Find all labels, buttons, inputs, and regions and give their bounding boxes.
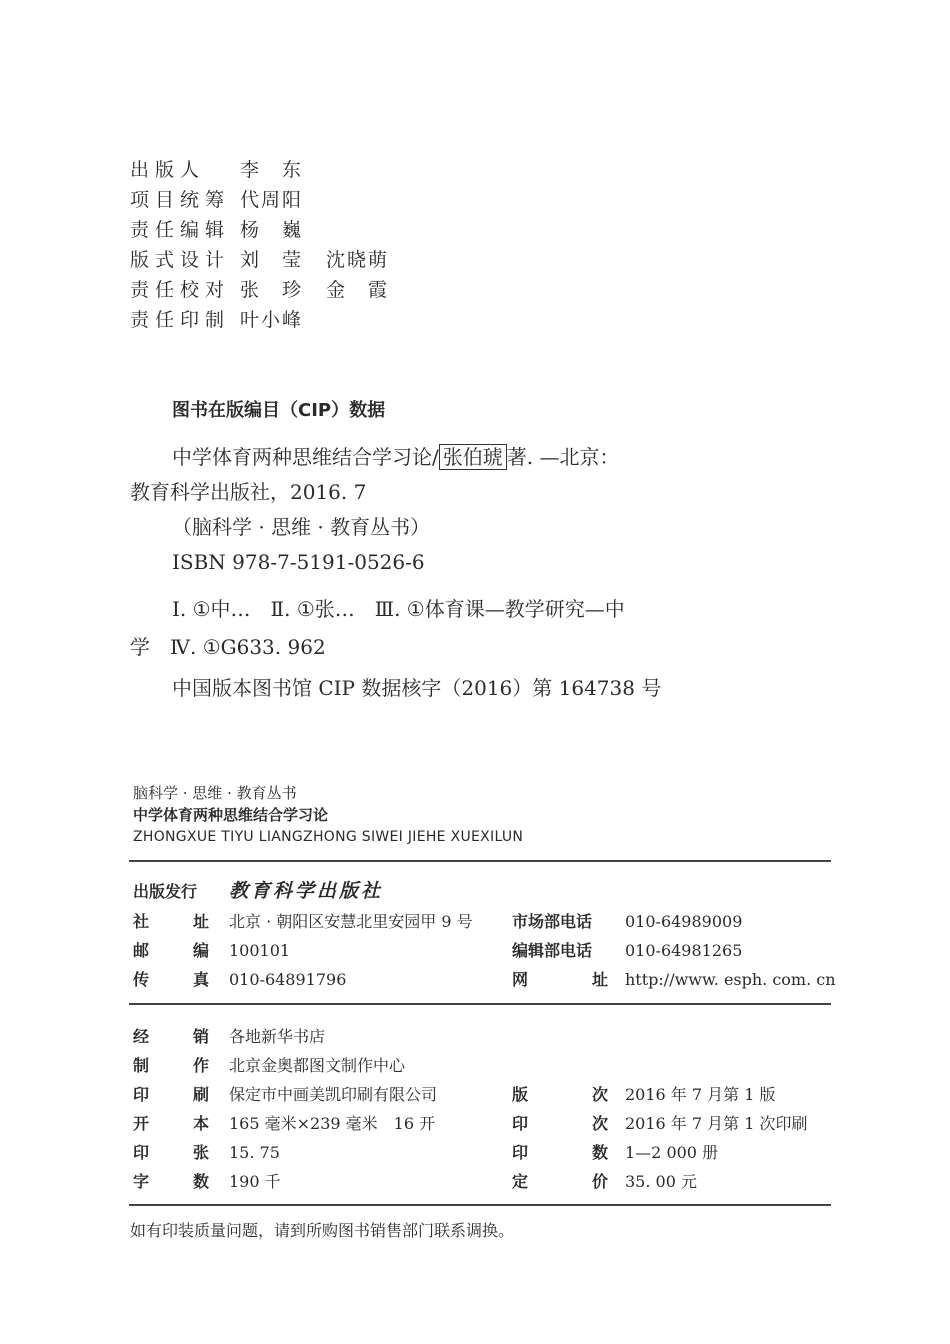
cip-body bbox=[130, 440, 830, 706]
info-value: 北京 · 朝阳区安慧北里安园甲 9 号 bbox=[229, 912, 473, 931]
info-value: 35. 00 元 bbox=[625, 1172, 697, 1191]
info-label-char: 次 bbox=[591, 1085, 608, 1104]
info-label bbox=[512, 1138, 608, 1167]
staff-label: 出版人 bbox=[130, 159, 206, 181]
footer-note: 如有印装质量问题，请到所购图书销售部门联系调换。 bbox=[130, 1221, 515, 1240]
info-row bbox=[512, 965, 836, 994]
info-label-char: 印 bbox=[133, 1085, 150, 1104]
info-value: 190 千 bbox=[229, 1172, 281, 1191]
publisher-logo: 教育科学出版社 bbox=[229, 880, 384, 902]
info-label bbox=[512, 1109, 608, 1138]
staff-label: 责任校对 bbox=[130, 279, 231, 301]
info-value: 2016 年 7 月第 1 版 bbox=[625, 1085, 776, 1104]
divider bbox=[129, 1204, 831, 1206]
staff-label: 项目统筹 bbox=[130, 189, 231, 211]
info-label-char: 作 bbox=[192, 1056, 209, 1075]
staff-credits bbox=[130, 155, 416, 335]
info-label bbox=[133, 1138, 209, 1167]
info-label bbox=[133, 1080, 209, 1109]
info-label-char: 字 bbox=[133, 1172, 150, 1191]
series-block bbox=[133, 782, 523, 848]
info-row bbox=[512, 1080, 808, 1109]
info-row bbox=[133, 1051, 437, 1080]
cip-line: ISBN 978-7-5191-0526-6 bbox=[172, 550, 425, 574]
cip-author: 张伯琥 bbox=[439, 444, 507, 470]
series-name: 脑科学 · 思维 · 教育丛书 bbox=[133, 784, 297, 802]
info-right-bottom bbox=[512, 1080, 808, 1196]
info-row bbox=[512, 1109, 808, 1138]
book-title-pinyin: ZHONGXUE TIYU LIANGZHONG SIWEI JIEHE XUEXILUN bbox=[133, 829, 524, 845]
info-value: 100101 bbox=[229, 941, 291, 960]
info-value: 各地新华书店 bbox=[229, 1027, 326, 1046]
info-label-char: 址 bbox=[591, 970, 608, 989]
staff-row bbox=[130, 215, 416, 245]
cip-title: 图书在版编目（CIP）数据 bbox=[172, 400, 386, 421]
info-label-char: 开 bbox=[133, 1114, 150, 1133]
staff-label: 责任编辑 bbox=[130, 219, 231, 241]
info-value: 165 毫米×239 毫米 16 开 bbox=[229, 1114, 436, 1133]
cip-line bbox=[130, 440, 830, 475]
staff-label: 版式设计 bbox=[130, 249, 231, 271]
info-label bbox=[133, 1051, 209, 1080]
info-label bbox=[133, 907, 209, 936]
info-row bbox=[512, 907, 836, 936]
info-label bbox=[133, 1022, 209, 1051]
info-label-char: 邮 bbox=[133, 941, 150, 960]
info-value: 1—2 000 册 bbox=[625, 1143, 719, 1162]
staff-row bbox=[130, 305, 416, 335]
info-label-char: 销 bbox=[192, 1027, 209, 1046]
staff-name: 代周阳 bbox=[240, 189, 304, 211]
info-label-char: 社 bbox=[133, 912, 150, 931]
info-row bbox=[133, 1138, 437, 1167]
info-label-char: 数 bbox=[591, 1143, 608, 1162]
info-label-char: 印 bbox=[512, 1114, 529, 1133]
info-label: 市场部电话 bbox=[512, 912, 593, 931]
staff-name: 叶小峰 bbox=[240, 309, 304, 331]
info-label-char: 数 bbox=[192, 1172, 209, 1191]
book-title: 中学体育两种思维结合学习论 bbox=[133, 806, 329, 824]
info-label-char: 版 bbox=[512, 1085, 529, 1104]
cip-line: Ⅰ. ①中… Ⅱ. ①张… Ⅲ. ①体育课—教学研究—中 bbox=[172, 597, 625, 621]
info-row bbox=[512, 936, 836, 965]
divider bbox=[129, 860, 831, 862]
info-value: 15. 75 bbox=[229, 1143, 280, 1162]
info-label-char: 真 bbox=[192, 970, 209, 989]
info-label-char: 刷 bbox=[192, 1085, 209, 1104]
info-value: 2016 年 7 月第 1 次印刷 bbox=[625, 1114, 808, 1133]
staff-row bbox=[130, 185, 416, 215]
info-row bbox=[133, 1022, 437, 1051]
info-label: 编辑部电话 bbox=[512, 941, 593, 960]
staff-row bbox=[130, 275, 416, 305]
info-row bbox=[133, 1167, 437, 1196]
cip-line: 中国版本图书馆 CIP 数据核字（2016）第 164738 号 bbox=[172, 676, 662, 700]
info-label-char: 次 bbox=[591, 1114, 608, 1133]
info-row bbox=[133, 965, 473, 994]
info-right-top bbox=[512, 907, 836, 994]
info-row bbox=[133, 1109, 437, 1138]
info-row bbox=[133, 907, 473, 936]
cip-line: 教育科学出版社，2016. 7 bbox=[130, 480, 367, 504]
info-label-char: 定 bbox=[512, 1172, 529, 1191]
info-label bbox=[133, 936, 209, 965]
info-label-char: 网 bbox=[512, 970, 529, 989]
info-label bbox=[512, 965, 608, 994]
info-row bbox=[133, 1080, 437, 1109]
staff-name: 沈晓萌 bbox=[326, 249, 390, 271]
staff-label: 责任印制 bbox=[130, 309, 231, 331]
info-row bbox=[133, 936, 473, 965]
info-value: 010-64891796 bbox=[229, 970, 347, 989]
cip-imprint: 著. —北京： bbox=[506, 445, 620, 469]
info-left-top bbox=[133, 907, 473, 994]
info-left-bottom bbox=[133, 1022, 437, 1196]
info-label bbox=[133, 1167, 209, 1196]
cip-line: 学 Ⅳ. ①G633. 962 bbox=[130, 635, 326, 659]
info-label bbox=[133, 965, 209, 994]
staff-row bbox=[130, 245, 416, 275]
info-label-char: 编 bbox=[192, 941, 209, 960]
info-row bbox=[512, 1138, 808, 1167]
info-label bbox=[512, 1080, 608, 1109]
info-label bbox=[512, 1167, 608, 1196]
info-row bbox=[512, 1167, 808, 1196]
info-label bbox=[133, 1109, 209, 1138]
info-label-char: 经 bbox=[133, 1027, 150, 1046]
info-value: 010-64981265 bbox=[625, 941, 743, 960]
info-value: 保定市中画美凯印刷有限公司 bbox=[229, 1085, 438, 1104]
info-label-char: 印 bbox=[133, 1143, 150, 1162]
publisher-row bbox=[133, 877, 383, 906]
info-label-char: 本 bbox=[192, 1114, 209, 1133]
staff-name: 金 霞 bbox=[326, 279, 390, 301]
cip-line: （脑科学 · 思维 · 教育丛书） bbox=[172, 515, 431, 539]
divider bbox=[129, 1003, 831, 1005]
info-value: 010-64989009 bbox=[625, 912, 743, 931]
staff-name: 刘 莹 bbox=[240, 249, 304, 271]
publisher-label: 出版发行 bbox=[133, 882, 198, 901]
info-label-char: 址 bbox=[192, 912, 209, 931]
info-value: 北京金奥都图文制作中心 bbox=[229, 1056, 406, 1075]
info-label-char: 印 bbox=[512, 1143, 529, 1162]
info-label-char: 制 bbox=[133, 1056, 150, 1075]
staff-name: 李 东 bbox=[240, 159, 304, 181]
staff-name: 杨 巍 bbox=[240, 219, 304, 241]
website-value: http://www. esph. com. cn bbox=[625, 970, 836, 989]
info-label-char: 传 bbox=[133, 970, 150, 989]
staff-name: 张 珍 bbox=[240, 279, 304, 301]
cip-title-text: 中学体育两种思维结合学习论/ bbox=[172, 445, 439, 469]
info-label-char: 价 bbox=[591, 1172, 608, 1191]
staff-row bbox=[130, 155, 416, 185]
info-label-char: 张 bbox=[192, 1143, 209, 1162]
